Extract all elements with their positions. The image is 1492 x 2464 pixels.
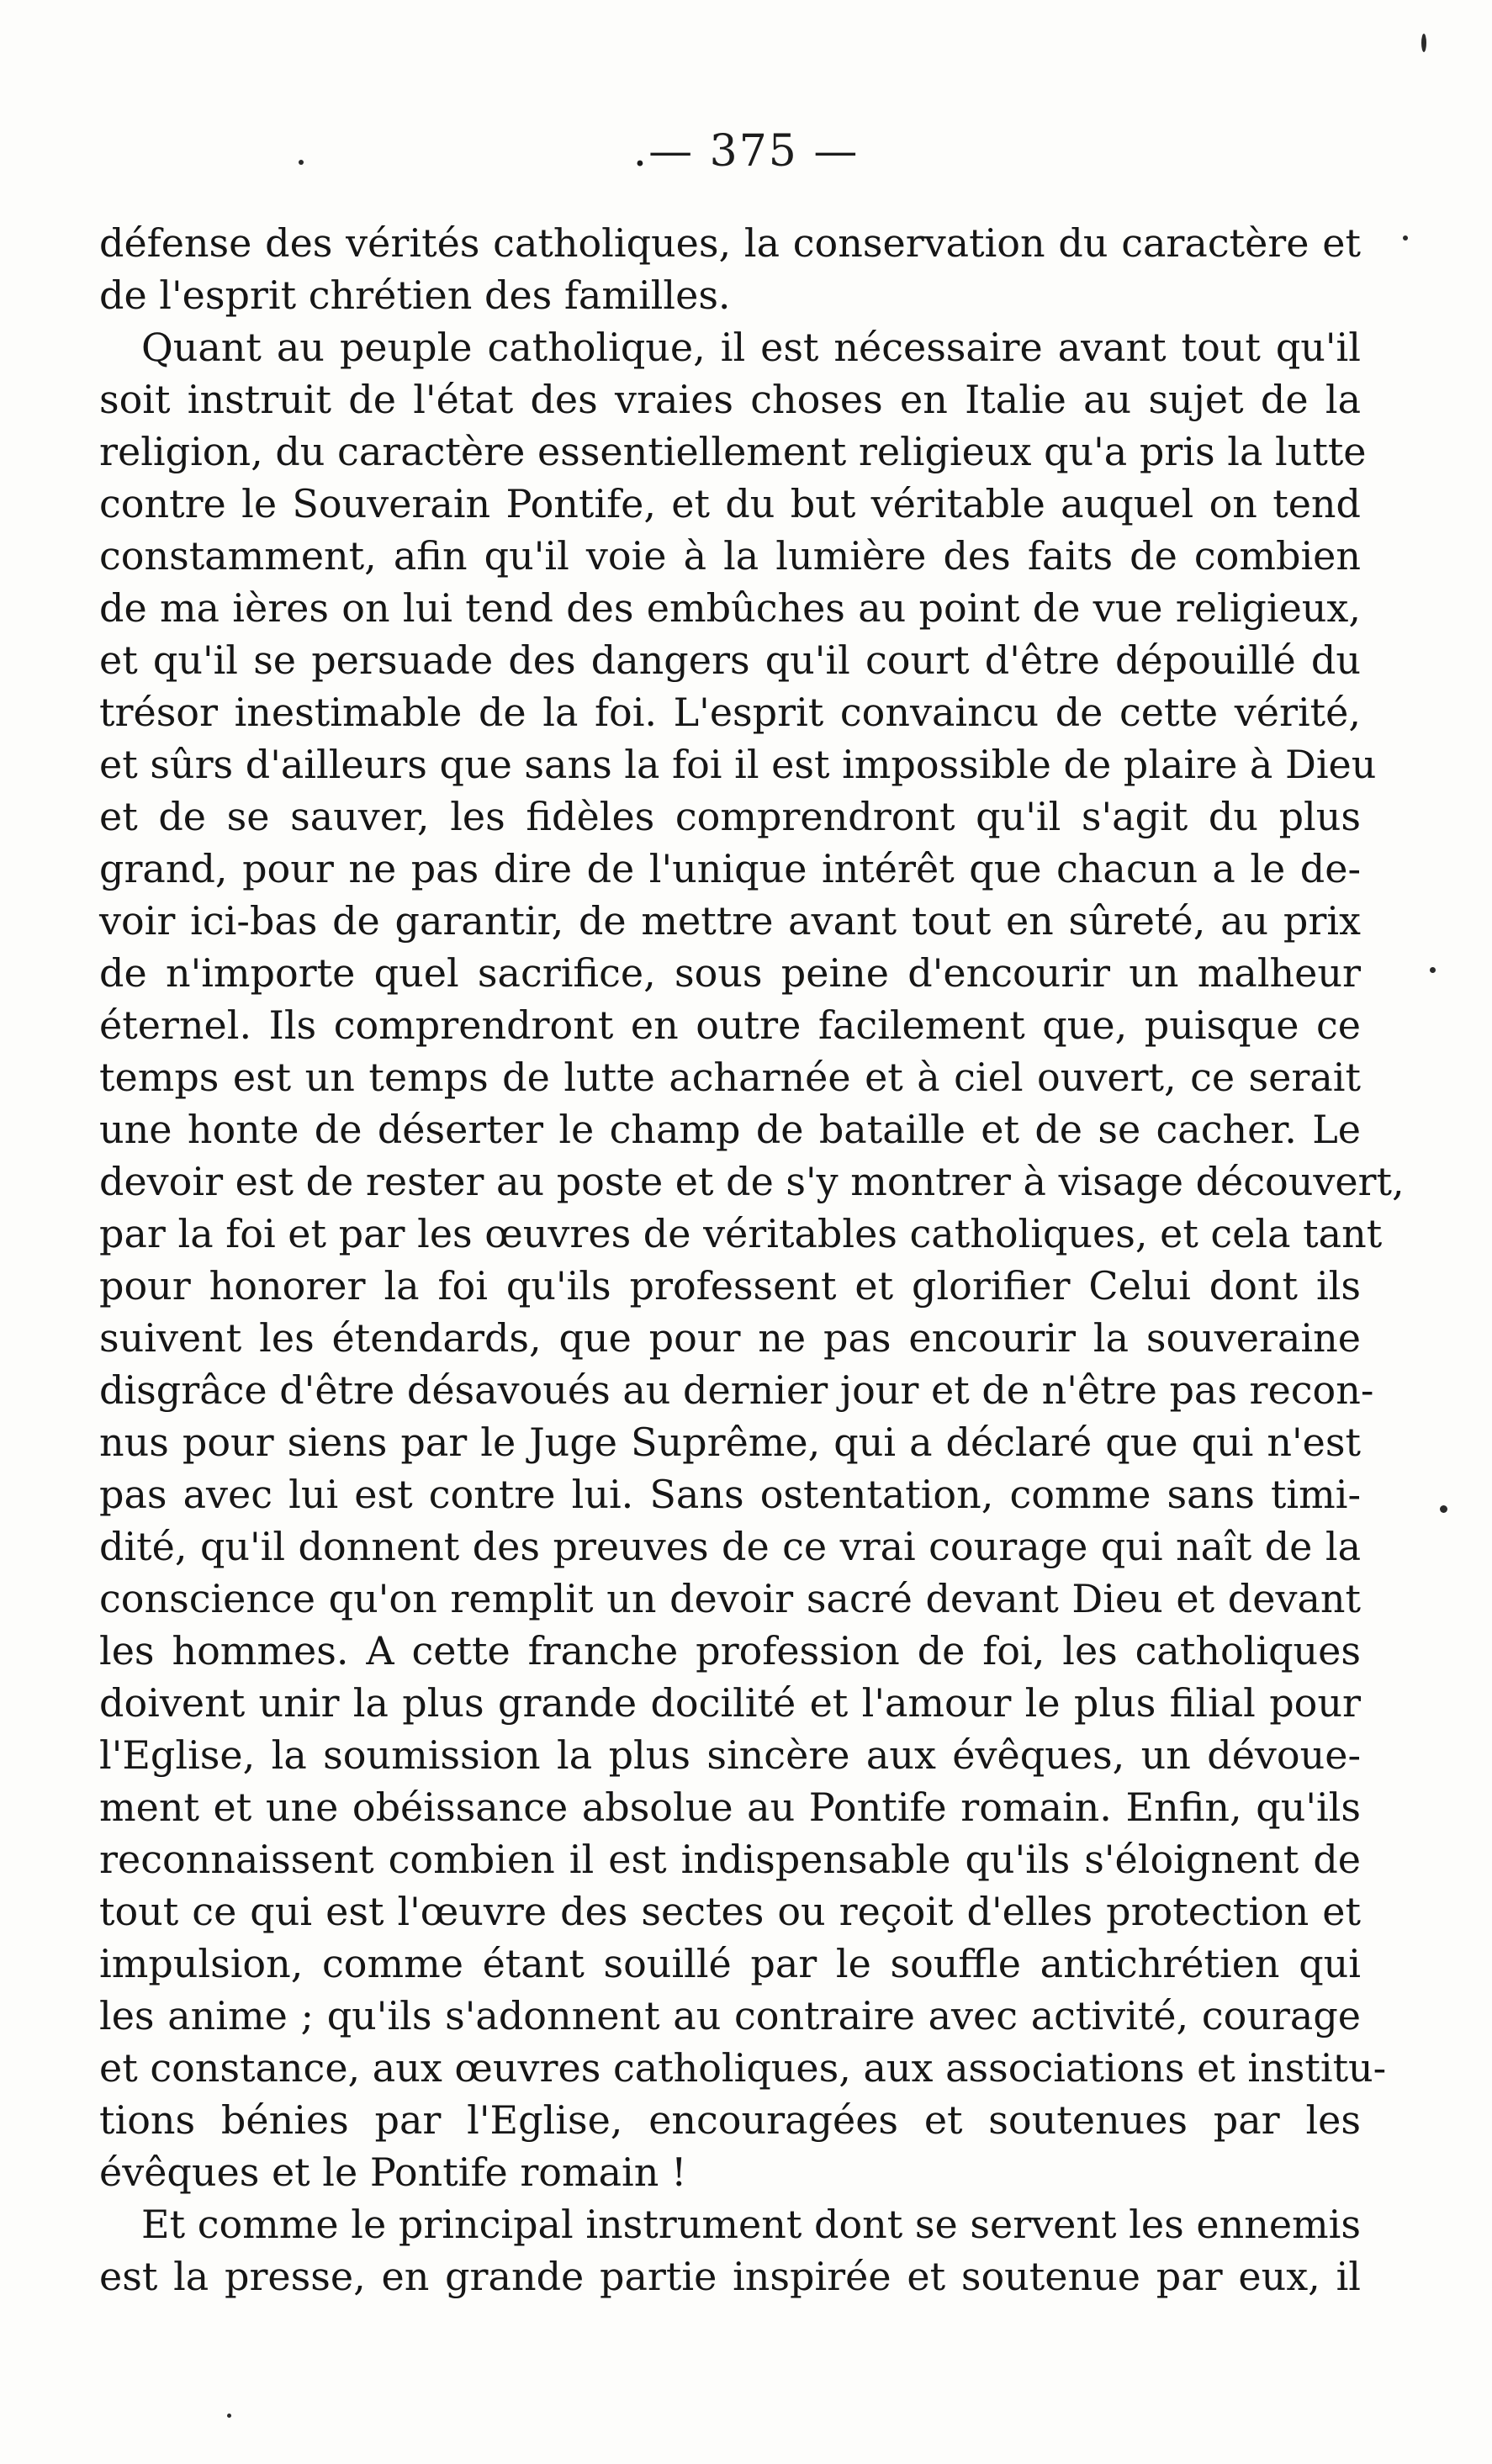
text-line: de ma ières on lui tend des embûches au point de vue religieux, — [99, 585, 1361, 631]
text-line: par la foi et par les œuvres de véritables catholiques, et cela tant — [99, 1211, 1383, 1256]
text-line: conscience qu'on remplit un devoir sacré devant Dieu et devant — [99, 1576, 1361, 1621]
text-line: impulsion, comme étant souillé par le souffle antichrétien qui — [99, 1941, 1361, 1986]
text-line: contre le Souverain Pontife, et du but véritable auquel on tend — [99, 481, 1361, 526]
text-line: de l'esprit chrétien des familles. — [99, 272, 731, 318]
scan-speck — [299, 160, 304, 165]
text-line: et qu'il se persuade des dangers qu'il court d'être dépouillé du — [99, 637, 1361, 683]
text-line: et constance, aux œuvres catholiques, aux associations et institu- — [99, 2045, 1387, 2091]
text-line: voir ici-bas de garantir, de mettre avant tout en sûreté, au prix — [99, 898, 1361, 944]
text-line: et sûrs d'ailleurs que sans la foi il est impossible de plaire à Dieu — [99, 742, 1377, 787]
text-line: Et comme le principal instrument dont se servent les ennemis — [141, 2202, 1361, 2247]
text-line: constamment, afin qu'il voie à la lumière des faits de combien — [99, 533, 1361, 579]
text-line: évêques et le Pontife romain ! — [99, 2149, 687, 2195]
text-line: dité, qu'il donnent des preuves de ce vrai courage qui naît de la — [99, 1524, 1361, 1569]
text-line: trésor inestimable de la foi. L'esprit convaincu de cette vérité, — [99, 690, 1361, 735]
text-line: suivent les étendards, que pour ne pas encourir la souveraine — [99, 1315, 1361, 1361]
text-line: temps est un temps de lutte acharnée et à ciel ouvert, ce serait — [99, 1055, 1361, 1100]
text-line: tout ce qui est l'œuvre des sectes ou reçoit d'elles protection et — [99, 1889, 1361, 1934]
scan-speck — [1403, 235, 1408, 241]
text-line: disgrâce d'être désavoués au dernier jour et de n'être pas recon- — [99, 1367, 1374, 1413]
text-line: devoir est de rester au poste et de s'y montrer à visage découvert, — [99, 1159, 1405, 1204]
scan-speck — [1440, 1505, 1447, 1513]
text-line: tions bénies par l'Eglise, encouragées et soutenues par les — [99, 2097, 1361, 2143]
text-line: nus pour siens par le Juge Suprême, qui a déclaré que qui n'est — [99, 1420, 1361, 1465]
text-line: soit instruit de l'état des vraies choses en Italie au sujet de la — [99, 377, 1361, 422]
text-line: les anime ; qu'ils s'adonnent au contraire avec activité, courage — [99, 1993, 1361, 2038]
scan-speck — [1421, 34, 1426, 52]
text-line: grand, pour ne pas dire de l'unique intérêt que chacun a le de- — [99, 846, 1361, 891]
text-line: ment et une obéissance absolue au Pontife romain. Enfin, qu'ils — [99, 1785, 1361, 1830]
text-line: reconnaissent combien il est indispensable qu'ils s'éloignent de — [99, 1837, 1361, 1882]
text-line: et de se sauver, les fidèles comprendront qu'il s'agit du plus — [99, 794, 1361, 839]
text-line: doivent unir la plus grande docilité et l'amour le plus filial pour — [99, 1680, 1361, 1726]
scan-speck — [227, 2414, 231, 2418]
text-line: les hommes. A cette franche profession de foi, les catholiques — [99, 1628, 1361, 1674]
text-line: est la presse, en grande partie inspirée et soutenue par eux, il — [99, 2254, 1361, 2299]
text-line: défense des vérités catholiques, la conservation du caractère et — [99, 220, 1361, 266]
text-line: une honte de déserter le champ de bataille et de se cacher. Le — [99, 1107, 1361, 1152]
body-text — [99, 217, 1405, 2303]
scan-speck — [1430, 967, 1436, 973]
text-line: l'Eglise, la soumission la plus sincère aux évêques, un dévoue- — [99, 1732, 1361, 1778]
text-line: Quant au peuple catholique, il est nécessaire avant tout qu'il — [141, 325, 1361, 370]
text-line: religion, du caractère essentiellement religieux qu'a pris la lutte — [99, 429, 1367, 474]
page-number: .— 375 — — [632, 126, 860, 177]
text-line: éternel. Ils comprendront en outre facilement que, puisque ce — [99, 1002, 1361, 1048]
text-line: de n'importe quel sacrifice, sous peine d'encourir un malheur — [99, 950, 1361, 996]
text-line: pour honorer la foi qu'ils professent et glorifier Celui dont ils — [99, 1263, 1361, 1309]
text-line: pas avec lui est contre lui. Sans ostentation, comme sans timi- — [99, 1472, 1361, 1517]
